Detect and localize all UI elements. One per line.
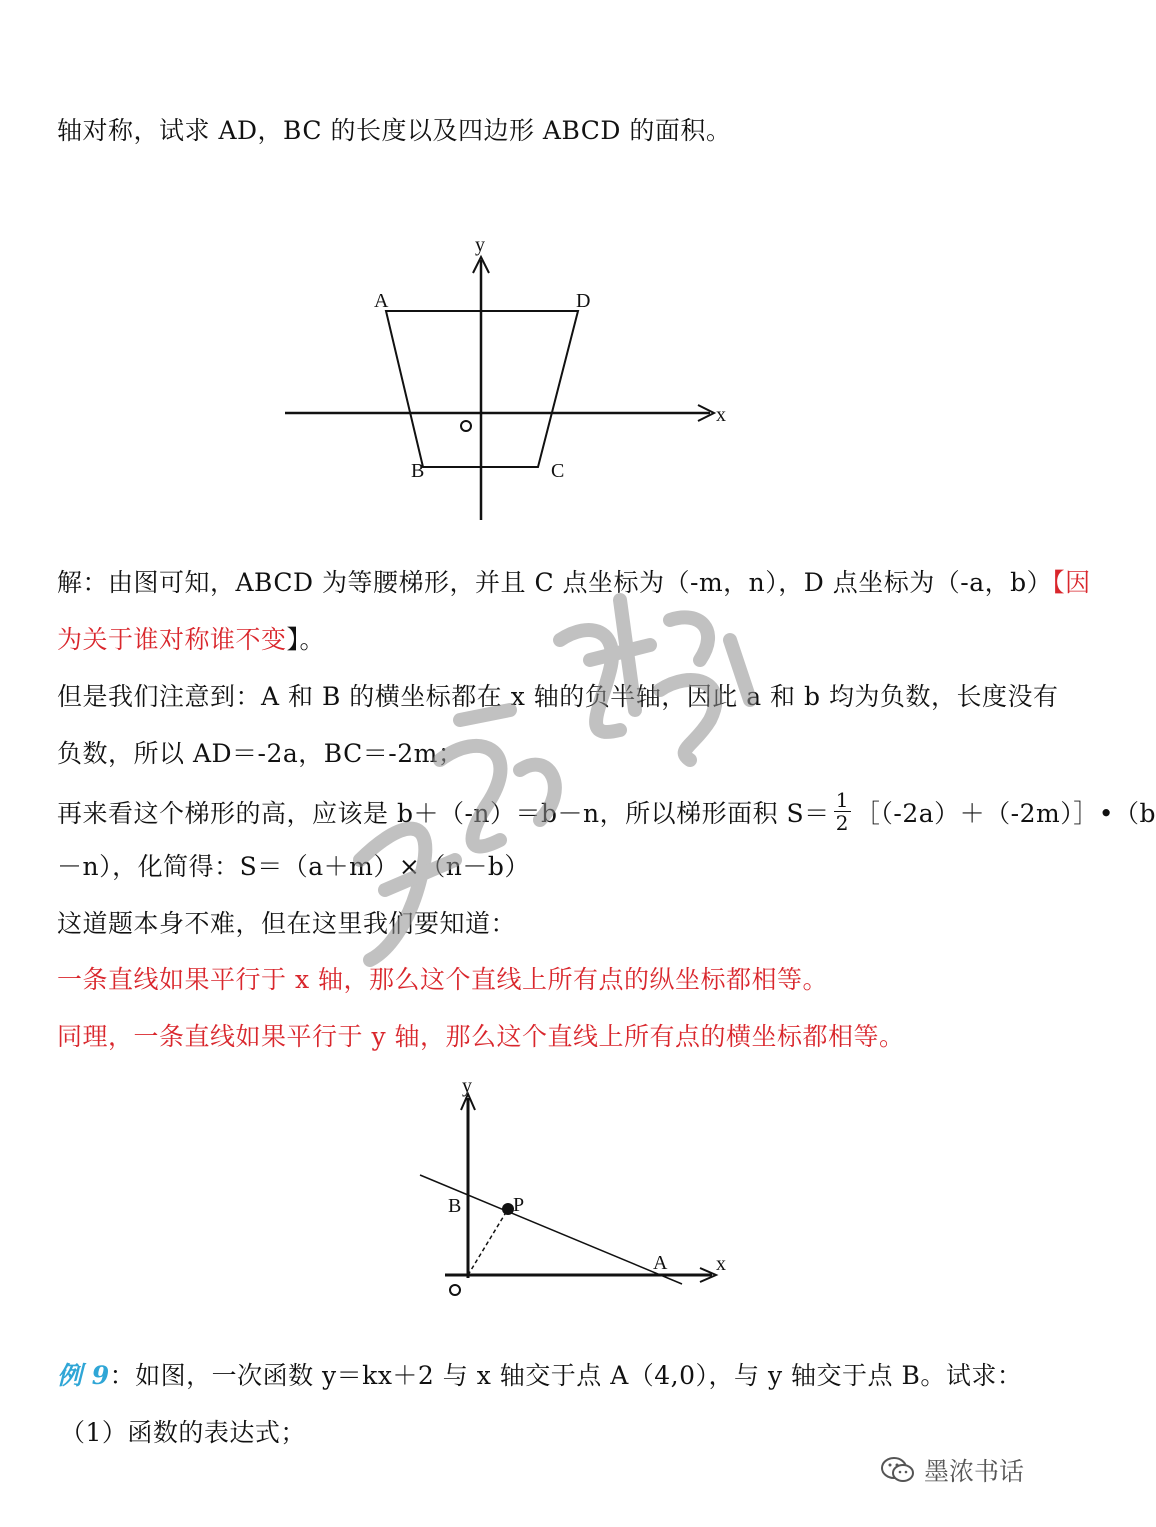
area-line-2: －n），化简得：S＝（a＋m）×（n－b） xyxy=(57,852,530,881)
fig1-y-label: y xyxy=(475,234,485,256)
fig1-label-C: C xyxy=(551,460,565,482)
area-text: 再来看这个梯形的高，应该是 b＋（-n）＝b－n，所以梯形面积 S＝ xyxy=(57,799,830,828)
footer-brand-name: 墨浓书话 xyxy=(923,1457,1024,1486)
trapezoid-figure xyxy=(270,225,740,535)
solution-bracket-end: 】。 xyxy=(286,625,326,654)
note-line-2: 负数，所以 AD＝-2a，BC＝-2m； xyxy=(57,739,464,768)
fig1-x-label: x xyxy=(716,404,726,426)
problem-text-end: 轴对称，试求 AD，BC 的长度以及四边形 ABCD 的面积。 xyxy=(57,116,732,145)
question-1: （1）函数的表达式； xyxy=(60,1418,306,1447)
solution-red-note: 为关于谁对称谁不变 xyxy=(57,625,287,654)
solution-red-bracket: 【因 xyxy=(1052,568,1091,597)
watermark-calligraphy xyxy=(290,560,790,980)
area-text-cont: ［（-2a）＋（-2m）］•（b xyxy=(854,799,1156,828)
fig2-label-B: B xyxy=(448,1195,462,1217)
note-line-1: 但是我们注意到：A 和 B 的横坐标都在 x 轴的负半轴，因此 a 和 b 均为负数，长度没有 xyxy=(57,682,1059,711)
fig2-x-label: x xyxy=(716,1253,726,1275)
wechat-icon xyxy=(880,1455,916,1485)
fraction-numerator: 1 xyxy=(835,788,849,812)
fig2-label-A: A xyxy=(653,1252,668,1274)
fraction-half xyxy=(834,789,851,834)
remark-line: 这道题本身不难，但在这里我们要知道： xyxy=(57,909,517,938)
rule-line-2: 同理，一条直线如果平行于 y 轴，那么这个直线上所有点的横坐标都相等。 xyxy=(57,1022,905,1051)
fig2-label-P: P xyxy=(513,1194,525,1216)
footer-brand xyxy=(880,1452,1024,1492)
fig1-label-B: B xyxy=(411,460,425,482)
solution-text: 解：由图可知，ABCD 为等腰梯形，并且 C 点坐标为（-m，n），D 点坐标为（-a，b） xyxy=(57,568,1053,597)
rule-line-1: 一条直线如果平行于 x 轴，那么这个直线上所有点的纵坐标都相等。 xyxy=(57,965,828,994)
fraction-denominator: 2 xyxy=(835,811,849,835)
linear-function-figure xyxy=(410,1075,740,1305)
solution-line-2 xyxy=(57,623,325,657)
example-text: ：如图，一次函数 y＝kx＋2 与 x 轴交于点 A（4,0），与 y 轴交于点 B。试求： xyxy=(109,1361,1023,1390)
fig2-y-label: y xyxy=(462,1075,472,1097)
fig1-label-A: A xyxy=(374,290,389,312)
fig1-label-D: D xyxy=(576,290,591,312)
example-line xyxy=(57,1359,1022,1393)
example-label: 例 9 xyxy=(57,1361,110,1390)
